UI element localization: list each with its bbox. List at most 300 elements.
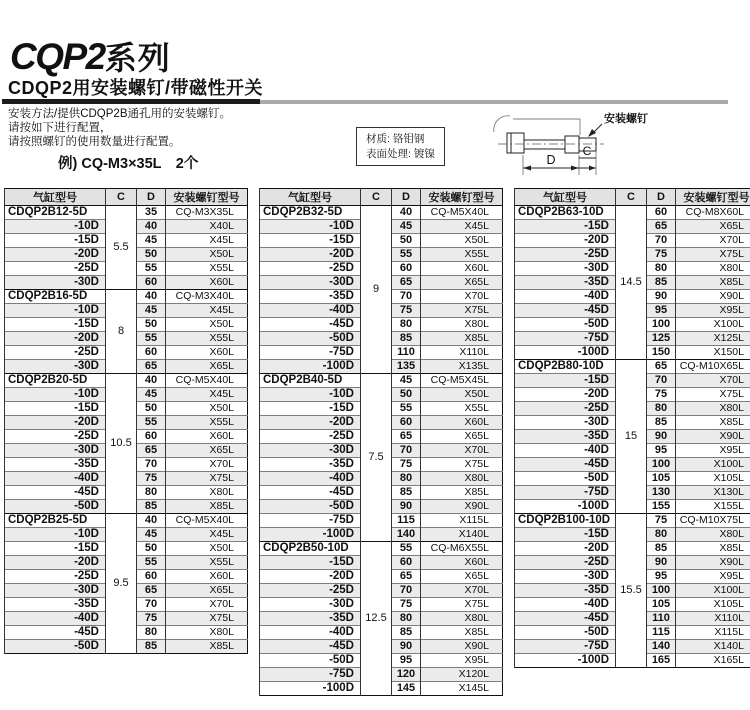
d-dimension-cell: 60	[137, 570, 166, 584]
screw-model-cell: X100L	[676, 458, 750, 472]
screw-model-cell: X65L	[166, 360, 248, 374]
cylinder-model-cell: -15D	[515, 220, 616, 234]
cylinder-model-cell: -30D	[5, 360, 106, 374]
d-dimension-cell: 70	[137, 598, 166, 612]
cylinder-model-cell: -40D	[5, 612, 106, 626]
screw-model-cell: X65L	[421, 276, 503, 290]
d-dimension-cell: 70	[392, 444, 421, 458]
d-dimension-cell: 65	[137, 360, 166, 374]
screw-model-cell: X70L	[421, 290, 503, 304]
cylinder-model-cell: -35D	[5, 598, 106, 612]
d-dimension-cell: 45	[137, 304, 166, 318]
cylinder-model-cell: CDQP2B12-5D	[5, 206, 106, 220]
cylinder-model-cell: -45D	[5, 486, 106, 500]
cylinder-model-cell: -20D	[515, 542, 616, 556]
screw-model-cell: X90L	[676, 430, 750, 444]
column-header: 安装螺钉型号	[421, 189, 503, 206]
cylinder-model-cell: -45D	[5, 626, 106, 640]
cylinder-model-cell: -50D	[260, 654, 361, 668]
screw-model-cell: X105L	[676, 598, 750, 612]
cylinder-model-cell: -30D	[5, 584, 106, 598]
d-dimension-cell: 110	[392, 346, 421, 360]
d-dimension-cell: 40	[137, 514, 166, 528]
c-dimension-cell: 15.5	[616, 514, 647, 668]
cylinder-model-cell: CDQP2B100-10D	[515, 514, 616, 528]
column-header: C	[106, 189, 137, 206]
screw-model-cell: X75L	[166, 612, 248, 626]
leader-arrowhead	[588, 129, 596, 137]
c-dimension-cell: 7.5	[361, 374, 392, 542]
d-dimension-cell: 65	[392, 276, 421, 290]
d-dimension-cell: 95	[647, 570, 676, 584]
screw-model-cell: X80L	[421, 472, 503, 486]
cylinder-model-cell: -25D	[515, 556, 616, 570]
screw-model-cell: X95L	[676, 444, 750, 458]
d-dimension-cell: 115	[392, 514, 421, 528]
cylinder-model-cell: -10D	[5, 388, 106, 402]
screw-model-cell: X115L	[676, 626, 750, 640]
d-dimension-cell: 50	[137, 542, 166, 556]
cylinder-model-cell: -40D	[515, 444, 616, 458]
screw-model-cell: X90L	[676, 290, 750, 304]
cylinder-model-cell: -15D	[260, 402, 361, 416]
cylinder-model-cell: -45D	[515, 458, 616, 472]
cylinder-model-cell: -20D	[5, 332, 106, 346]
d-dimension-cell: 95	[647, 304, 676, 318]
table-row	[260, 542, 503, 556]
screw-model-cell: CQ-M3X35L	[166, 206, 248, 220]
d-dimension-cell: 45	[392, 374, 421, 388]
cylinder-model-cell: -75D	[515, 332, 616, 346]
d-dimension-cell: 35	[137, 206, 166, 220]
screw-model-cell: X75L	[421, 598, 503, 612]
screw-selection-tables	[4, 188, 750, 696]
d-dimension-cell: 80	[647, 262, 676, 276]
cylinder-model-cell: CDQP2B20-5D	[5, 374, 106, 388]
screw-model-cell: X85L	[676, 416, 750, 430]
d-dimension-cell: 45	[137, 528, 166, 542]
d-dimension-cell: 105	[647, 598, 676, 612]
d-dimension-cell: 80	[647, 528, 676, 542]
d-dimension-cell: 70	[137, 458, 166, 472]
screw-model-cell: X50L	[421, 388, 503, 402]
screw-model-cell: X130L	[676, 486, 750, 500]
screw-model-cell: X70L	[676, 234, 750, 248]
d-dimension-cell: 50	[137, 402, 166, 416]
cylinder-model-cell: -20D	[260, 248, 361, 262]
d-dimension-cell: 140	[392, 528, 421, 542]
cylinder-model-cell: -35D	[5, 458, 106, 472]
intro-line: 安装方法/提供CDQP2B通孔用的安装螺钉。	[8, 108, 231, 120]
d-dimension-cell: 85	[392, 332, 421, 346]
d-dimension-cell: 55	[137, 556, 166, 570]
cylinder-model-cell: -50D	[5, 500, 106, 514]
intro-line: 请按照螺钉的使用数量进行配置。	[8, 136, 181, 148]
screw-model-cell: X85L	[166, 500, 248, 514]
screw-model-cell: X65L	[421, 570, 503, 584]
screw-table-mid-bores	[259, 188, 503, 696]
cylinder-model-cell: -75D	[260, 346, 361, 360]
d-dimension-cell: 80	[647, 402, 676, 416]
d-dimension-cell: 90	[392, 640, 421, 654]
screw-model-cell: CQ-M5X45L	[421, 374, 503, 388]
d-dimension-cell: 70	[392, 584, 421, 598]
cylinder-model-cell: -20D	[515, 234, 616, 248]
cylinder-model-cell: -35D	[260, 290, 361, 304]
d-dimension-cell: 60	[392, 556, 421, 570]
d-dimension-cell: 40	[137, 220, 166, 234]
d-dimension-cell: 80	[137, 626, 166, 640]
cylinder-model-cell: -10D	[260, 220, 361, 234]
cylinder-model-cell: -25D	[5, 346, 106, 360]
cylinder-model-cell: -30D	[5, 276, 106, 290]
d-dimension-cell: 55	[392, 248, 421, 262]
table-row	[5, 290, 248, 304]
d-dimension-cell: 90	[647, 556, 676, 570]
cylinder-model-cell: -40D	[260, 472, 361, 486]
d-dimension-cell: 85	[647, 542, 676, 556]
cylinder-model-cell: -50D	[515, 626, 616, 640]
cylinder-model-cell: -100D	[515, 346, 616, 360]
screw-model-cell: X50L	[421, 234, 503, 248]
d-dimension-cell: 55	[137, 416, 166, 430]
screw-model-cell: X95L	[676, 570, 750, 584]
cylinder-model-cell: -30D	[5, 444, 106, 458]
intro-line: 请按如下进行配置，	[8, 122, 112, 134]
screw-model-cell: X80L	[166, 486, 248, 500]
d-dimension-cell: 70	[647, 234, 676, 248]
cylinder-model-cell: -40D	[260, 304, 361, 318]
screw-model-cell: X80L	[421, 318, 503, 332]
d-dimension-cell: 55	[137, 332, 166, 346]
cylinder-model-cell: -15D	[260, 556, 361, 570]
c-dimension-cell: 5.5	[106, 206, 137, 290]
screw-model-cell: CQ-M3X40L	[166, 290, 248, 304]
d-dimension-cell: 85	[137, 500, 166, 514]
screw-dimension-diagram	[468, 102, 660, 182]
series-suffix: 系列	[104, 39, 171, 76]
cylinder-model-cell: CDQP2B32-5D	[260, 206, 361, 220]
screw-model-cell: CQ-M10X75L	[676, 514, 750, 528]
d-dimension-cell: 85	[392, 486, 421, 500]
cylinder-model-cell: -35D	[515, 430, 616, 444]
screw-model-cell: X70L	[166, 598, 248, 612]
screw-model-cell: CQ-M5X40L	[166, 514, 248, 528]
cylinder-model-cell: -30D	[260, 598, 361, 612]
cylinder-model-cell: -50D	[260, 332, 361, 346]
cylinder-model-cell: -25D	[260, 430, 361, 444]
d-dimension-cell: 55	[137, 262, 166, 276]
cylinder-model-cell: -20D	[5, 556, 106, 570]
d-dimension-cell: 90	[647, 430, 676, 444]
surface-line: 表面处理: 镀镍	[366, 147, 435, 160]
screw-model-cell: CQ-M5X40L	[166, 374, 248, 388]
screw-model-cell: X60L	[421, 262, 503, 276]
cylinder-model-cell: -45D	[515, 612, 616, 626]
d-dimension-cell: 80	[392, 612, 421, 626]
screw-model-cell: X115L	[421, 514, 503, 528]
cylinder-model-cell: -75D	[260, 668, 361, 682]
cylinder-model-cell: CDQP2B40-5D	[260, 374, 361, 388]
cylinder-model-cell: -30D	[260, 444, 361, 458]
d-dimension-cell: 80	[137, 486, 166, 500]
cylinder-model-cell: -15D	[5, 402, 106, 416]
c-dimension-cell: 9.5	[106, 514, 137, 654]
cylinder-model-cell: -40D	[515, 598, 616, 612]
screw-model-cell: X45L	[166, 528, 248, 542]
screw-label: 安装螺钉	[604, 113, 648, 125]
cylinder-model-cell: -45D	[260, 318, 361, 332]
d-dimension-cell: 75	[392, 598, 421, 612]
screw-model-cell: X100L	[676, 318, 750, 332]
d-dimension-cell: 65	[392, 570, 421, 584]
d-dimension-cell: 75	[647, 388, 676, 402]
dim-c-label: C	[582, 144, 592, 158]
cylinder-model-cell: -100D	[260, 682, 361, 696]
d-dimension-cell: 110	[647, 612, 676, 626]
column-header: 安装螺钉型号	[166, 189, 248, 206]
screw-model-cell: X55L	[421, 402, 503, 416]
d-dimension-cell: 70	[392, 290, 421, 304]
column-header: C	[361, 189, 392, 206]
c-dimension-cell: 14.5	[616, 206, 647, 360]
screw-model-cell: X155L	[676, 500, 750, 514]
d-dimension-cell: 60	[647, 206, 676, 220]
cylinder-model-cell: -30D	[515, 570, 616, 584]
table-row	[515, 206, 750, 220]
cylinder-model-cell: -25D	[5, 430, 106, 444]
screw-model-cell: X100L	[676, 584, 750, 598]
d-dimension-cell: 80	[392, 472, 421, 486]
screw-model-cell: X65L	[676, 220, 750, 234]
cylinder-model-cell: -50D	[260, 500, 361, 514]
intro-text	[8, 107, 231, 149]
d-dimension-cell: 75	[647, 248, 676, 262]
cylinder-model-cell: -100D	[260, 528, 361, 542]
screw-model-cell: X75L	[421, 458, 503, 472]
heading-underline-black	[2, 99, 260, 104]
d-dimension-cell: 65	[647, 360, 676, 374]
d-dimension-cell: 60	[137, 430, 166, 444]
table-row	[260, 374, 503, 388]
cylinder-model-cell: -45D	[260, 640, 361, 654]
screw-model-cell: X80L	[676, 528, 750, 542]
d-dimension-cell: 50	[137, 318, 166, 332]
header-row	[5, 189, 248, 206]
screw-model-cell: X80L	[421, 612, 503, 626]
d-dimension-cell: 75	[137, 472, 166, 486]
screw-model-cell: X150L	[676, 346, 750, 360]
d-dimension-cell: 60	[392, 416, 421, 430]
screw-boss	[565, 136, 579, 153]
d-dimension-cell: 65	[392, 430, 421, 444]
screw-model-cell: X65L	[421, 430, 503, 444]
cylinder-model-cell: -15D	[515, 528, 616, 542]
cylinder-model-cell: -50D	[515, 472, 616, 486]
screw-model-cell: X135L	[421, 360, 503, 374]
c-dimension-cell: 9	[361, 206, 392, 374]
c-dimension-cell: 12.5	[361, 542, 392, 696]
d-dimension-cell: 95	[392, 654, 421, 668]
screw-model-cell: X140L	[676, 640, 750, 654]
screw-model-cell: X70L	[676, 374, 750, 388]
d-dimension-cell: 135	[392, 360, 421, 374]
d-dimension-cell: 45	[392, 220, 421, 234]
cylinder-model-cell: -100D	[515, 500, 616, 514]
dim-d-label: D	[546, 153, 556, 167]
screw-model-cell: X50L	[166, 318, 248, 332]
cylinder-model-cell: -75D	[260, 514, 361, 528]
table-row	[515, 360, 750, 374]
screw-table-large-bores	[514, 188, 750, 668]
cylinder-model-cell: -45D	[260, 486, 361, 500]
cylinder-model-cell: CDQP2B80-10D	[515, 360, 616, 374]
column-header: 气缸型号	[515, 189, 616, 206]
d-dimension-cell: 140	[647, 640, 676, 654]
d-dimension-cell: 165	[647, 654, 676, 668]
section-heading: CDQP2用安装螺钉/带磁性开关	[8, 78, 264, 98]
column-header: D	[392, 189, 421, 206]
d-dimension-cell: 90	[647, 290, 676, 304]
screw-model-cell: X85L	[676, 542, 750, 556]
column-header: 安装螺钉型号	[676, 189, 750, 206]
screw-model-cell: X50L	[166, 248, 248, 262]
screw-model-cell: X70L	[166, 458, 248, 472]
screw-model-cell: X75L	[676, 248, 750, 262]
d-dimension-cell: 60	[137, 276, 166, 290]
screw-model-cell: X90L	[421, 640, 503, 654]
d-dimension-cell: 60	[137, 346, 166, 360]
screw-model-cell: X165L	[676, 654, 750, 668]
d-dimension-cell: 85	[392, 626, 421, 640]
c-dimension-cell: 10.5	[106, 374, 137, 514]
screw-model-cell: X45L	[166, 234, 248, 248]
d-dimension-cell: 85	[647, 416, 676, 430]
cylinder-model-cell: -10D	[5, 528, 106, 542]
d-dimension-cell: 40	[137, 290, 166, 304]
screw-model-cell: X110L	[676, 612, 750, 626]
c-dimension-cell: 15	[616, 360, 647, 514]
table-row	[5, 514, 248, 528]
cylinder-model-cell: -35D	[515, 584, 616, 598]
cylinder-model-cell: -40D	[5, 472, 106, 486]
cylinder-model-cell: -15D	[5, 542, 106, 556]
screw-model-cell: X60L	[421, 416, 503, 430]
page-title	[10, 33, 171, 79]
cylinder-model-cell: -20D	[260, 570, 361, 584]
screw-model-cell: X60L	[421, 556, 503, 570]
d-dimension-cell: 100	[647, 584, 676, 598]
material-line: 材质: 铬钼钢	[366, 133, 425, 145]
screw-model-cell: X55L	[166, 332, 248, 346]
cylinder-model-cell: -25D	[5, 262, 106, 276]
series-code: CQP2	[10, 35, 105, 77]
d-dimension-cell: 90	[392, 500, 421, 514]
d-dimension-cell: 130	[647, 486, 676, 500]
screw-model-cell: X45L	[166, 388, 248, 402]
screw-model-cell: X90L	[421, 500, 503, 514]
table-row	[515, 514, 750, 528]
screw-model-cell: X80L	[676, 262, 750, 276]
column-header: 气缸型号	[260, 189, 361, 206]
screw-model-cell: X85L	[421, 626, 503, 640]
screw-model-cell: X45L	[166, 304, 248, 318]
screw-model-cell: CQ-M10X65L	[676, 360, 750, 374]
d-dimension-cell: 145	[392, 682, 421, 696]
cylinder-model-cell: -20D	[515, 388, 616, 402]
d-dimension-cell: 100	[647, 458, 676, 472]
screw-table-small-bores	[4, 188, 248, 654]
screw-model-cell: X80L	[676, 402, 750, 416]
d-dimension-cell: 125	[647, 332, 676, 346]
cylinder-model-cell: -25D	[260, 262, 361, 276]
screw-head	[507, 133, 524, 153]
screw-model-cell: X95L	[421, 654, 503, 668]
cylinder-model-cell: -10D	[5, 220, 106, 234]
cylinder-model-cell: -40D	[515, 290, 616, 304]
d-dimension-cell: 75	[392, 458, 421, 472]
screw-model-cell: X65L	[166, 584, 248, 598]
screw-model-cell: X65L	[166, 444, 248, 458]
cylinder-model-cell: -30D	[515, 262, 616, 276]
cylinder-model-cell: -75D	[515, 486, 616, 500]
screw-model-cell: X70L	[421, 584, 503, 598]
cylinder-model-cell: -100D	[260, 360, 361, 374]
cylinder-model-cell: -15D	[5, 318, 106, 332]
column-header: 气缸型号	[5, 189, 106, 206]
cylinder-model-cell: CDQP2B25-5D	[5, 514, 106, 528]
cylinder-model-cell: CDQP2B50-10D	[260, 542, 361, 556]
column-header: C	[616, 189, 647, 206]
d-dimension-cell: 75	[137, 612, 166, 626]
d-dimension-cell: 40	[137, 374, 166, 388]
d-dimension-cell: 45	[137, 388, 166, 402]
screw-model-cell: X60L	[166, 430, 248, 444]
screw-model-cell: X125L	[676, 332, 750, 346]
d-dimension-cell: 75	[392, 304, 421, 318]
column-header: D	[137, 189, 166, 206]
screw-model-cell: X75L	[421, 304, 503, 318]
screw-model-cell: X90L	[676, 556, 750, 570]
cylinder-model-cell: -25D	[260, 584, 361, 598]
d-dimension-cell: 85	[647, 276, 676, 290]
d-dimension-cell: 80	[392, 318, 421, 332]
screw-model-cell: X85L	[676, 276, 750, 290]
screw-model-cell: X145L	[421, 682, 503, 696]
screw-model-cell: X75L	[676, 388, 750, 402]
screw-model-cell: X55L	[166, 556, 248, 570]
screw-model-cell: X60L	[166, 570, 248, 584]
screw-model-cell: X55L	[166, 262, 248, 276]
cylinder-model-cell: -15D	[260, 234, 361, 248]
header-row	[515, 189, 750, 206]
hole-arc	[494, 116, 510, 132]
screw-model-cell: X60L	[166, 346, 248, 360]
d-dimension-cell: 60	[392, 262, 421, 276]
cylinder-model-cell: -50D	[515, 318, 616, 332]
cylinder-model-cell: -25D	[515, 402, 616, 416]
d-dimension-cell: 40	[392, 206, 421, 220]
screw-model-cell: X95L	[676, 304, 750, 318]
d-dimension-cell: 55	[392, 402, 421, 416]
cylinder-model-cell: -10D	[260, 388, 361, 402]
cylinder-model-cell: -30D	[260, 276, 361, 290]
d-dimension-cell: 155	[647, 500, 676, 514]
d-dimension-cell: 115	[647, 626, 676, 640]
d-dimension-cell: 65	[647, 220, 676, 234]
cylinder-model-cell: -10D	[5, 304, 106, 318]
cylinder-model-cell: -20D	[5, 248, 106, 262]
